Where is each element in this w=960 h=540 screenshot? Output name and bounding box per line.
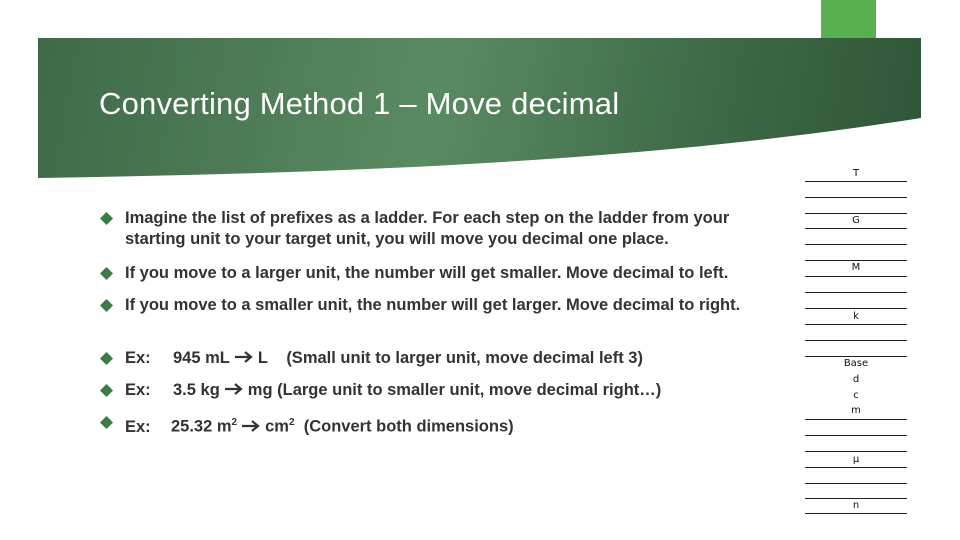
ladder-label-tera: T [852, 168, 860, 179]
ladder-rung [805, 244, 907, 245]
ladder-rung [805, 356, 907, 357]
example-from: 3.5 kg [173, 381, 220, 399]
ladder-label-centi: c [853, 390, 859, 401]
ladder-rung [805, 451, 907, 452]
ladder-rung [805, 340, 907, 341]
right-arrow-icon [241, 419, 261, 433]
example-from: 945 mL [173, 349, 230, 367]
ladder-label-nano: n [852, 500, 860, 511]
diamond-bullet-icon [100, 212, 113, 225]
bullet-text: If you move to a smaller unit, the number will get larger. Move decimal to right. [125, 296, 741, 314]
example-text [125, 380, 790, 401]
ladder-label-milli: m [851, 405, 861, 416]
page-title: Converting Method 1 – Move decimal [99, 86, 620, 121]
ladder-rung [805, 467, 907, 468]
diamond-bullet-icon [100, 416, 113, 429]
example-label: Ex: [125, 381, 151, 399]
diamond-bullet-icon [100, 352, 113, 365]
ladder-rung [805, 513, 907, 514]
ladder-label-base: Base [843, 358, 869, 369]
example-from: 25.32 m [171, 417, 232, 436]
example-note: (Large unit to smaller unit, move decimal right…) [277, 381, 662, 399]
ladder-label-kilo: k [853, 311, 859, 322]
right-arrow-icon [234, 350, 254, 364]
ladder-rung [805, 276, 907, 277]
ladder-rung [805, 197, 907, 198]
ladder-label-mega: M [851, 262, 861, 273]
ladder-rung [805, 292, 907, 293]
example-to-exponent: 2 [288, 417, 295, 428]
ladder-label-micro: μ [852, 454, 860, 465]
diamond-bullet-icon [100, 299, 113, 312]
example-to: L [257, 349, 268, 367]
example-label: Ex: [125, 417, 151, 436]
example-note: (Small unit to larger unit, move decimal left 3) [286, 349, 643, 367]
example-label: Ex: [125, 349, 151, 367]
ladder-rung [805, 435, 907, 436]
example-text [125, 412, 790, 438]
ladder-rung [805, 181, 907, 182]
bullet-text: If you move to a larger unit, the number will get smaller. Move decimal to left. [125, 264, 729, 282]
ladder-rung [805, 228, 907, 229]
ladder-rung [805, 498, 907, 499]
example-text [125, 348, 790, 369]
ladder-rung [805, 483, 907, 484]
ladder-rung [805, 213, 907, 214]
ladder-rung [805, 324, 907, 325]
ladder-label-giga: G [852, 215, 860, 226]
example-to: cm [265, 417, 289, 436]
right-arrow-icon [224, 382, 244, 396]
example-note: (Convert both dimensions) [303, 417, 514, 436]
example-from-exponent: 2 [231, 417, 238, 428]
bullet-text: Imagine the list of prefixes as a ladder. For each step on the ladder from your starting unit to your target unit, you will move you decimal one place. [125, 209, 734, 248]
diamond-bullet-icon [100, 267, 113, 280]
example-to: mg [247, 381, 273, 399]
diamond-bullet-icon [100, 384, 113, 397]
ladder-rung [805, 260, 907, 261]
ladder-rung [805, 308, 907, 309]
ladder-label-deci: d [852, 374, 860, 385]
ladder-rung [805, 419, 907, 420]
